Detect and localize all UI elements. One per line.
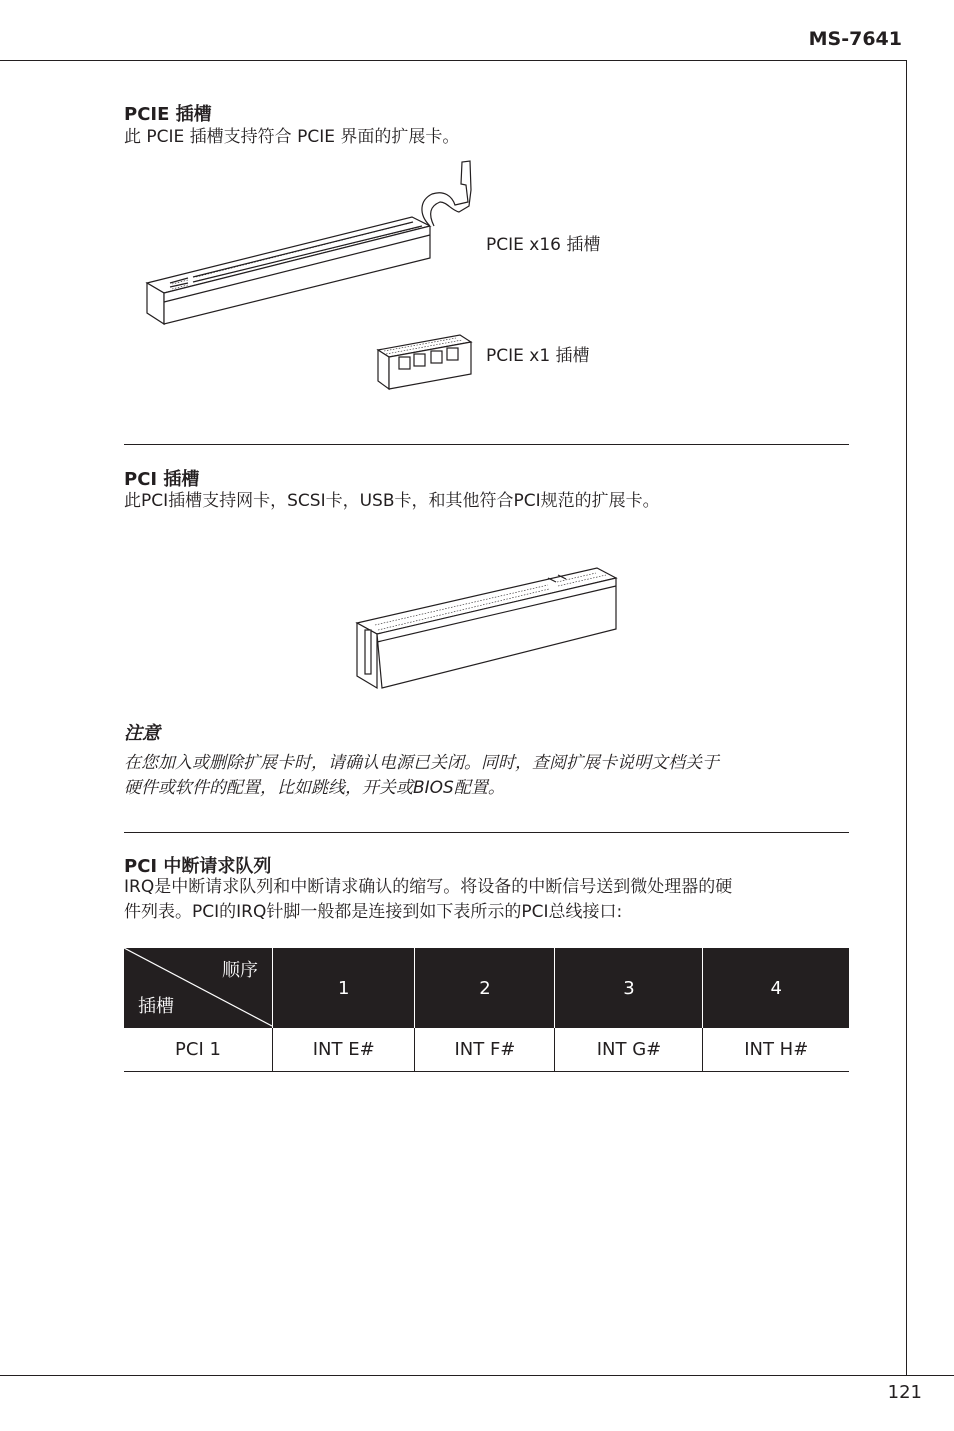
corner-label-order: 顺序 <box>222 960 258 981</box>
irq-table-cell: INT G# <box>555 1028 703 1072</box>
note-line-1: 在您加入或删除扩展卡时，请确认电源已关闭。同时，查阅扩展卡说明文档关于 <box>124 753 719 773</box>
irq-table-header-row <box>124 948 849 1028</box>
page-number: 121 <box>887 1382 922 1403</box>
pcie-section-title: PCIE 插槽 <box>124 104 212 125</box>
note-title: 注意 <box>124 723 160 744</box>
table-row <box>124 1028 849 1072</box>
irq-table-cell: INT F# <box>415 1028 555 1072</box>
irq-table-header-cell: 1 <box>273 948 415 1028</box>
pcie-section-desc: 此 PCIE 插槽支持符合 PCIE 界面的扩展卡。 <box>124 127 460 147</box>
irq-table-header-cell: 3 <box>555 948 703 1028</box>
corner-label-slot: 插槽 <box>138 996 174 1017</box>
irq-desc-line-2: 件列表。PCI的IRQ针脚一般都是连接到如下表所示的PCI总线接口: <box>124 902 623 922</box>
irq-table-corner-cell <box>124 948 273 1028</box>
pci-section-title: PCI 插槽 <box>124 469 200 490</box>
note-line-2: 硬件或软件的配置，比如跳线，开关或BIOS配置。 <box>124 778 505 798</box>
irq-table-cell: INT E# <box>273 1028 415 1072</box>
irq-table-slot-cell: PCI 1 <box>124 1028 273 1072</box>
irq-desc-line-1: IRQ是中断请求队列和中断请求确认的缩写。将设备的中断信号送到微处理器的硬 <box>124 877 733 897</box>
irq-table <box>124 948 849 1072</box>
pcie-x1-label: PCIE x1 插槽 <box>486 346 590 366</box>
model-number: MS-7641 <box>808 28 902 50</box>
pci-section-desc: 此PCI插槽支持网卡，SCSI卡，USB卡，和其他符合PCI规范的扩展卡。 <box>124 491 660 511</box>
irq-table-header-cell: 4 <box>703 948 849 1028</box>
pcie-x16-label: PCIE x16 插槽 <box>486 235 601 255</box>
irq-table-header-cell: 2 <box>415 948 555 1028</box>
bottom-rule <box>0 1375 954 1376</box>
section-divider <box>124 832 849 833</box>
irq-table-cell: INT H# <box>703 1028 849 1072</box>
irq-section-title: PCI 中断请求队列 <box>124 856 272 877</box>
